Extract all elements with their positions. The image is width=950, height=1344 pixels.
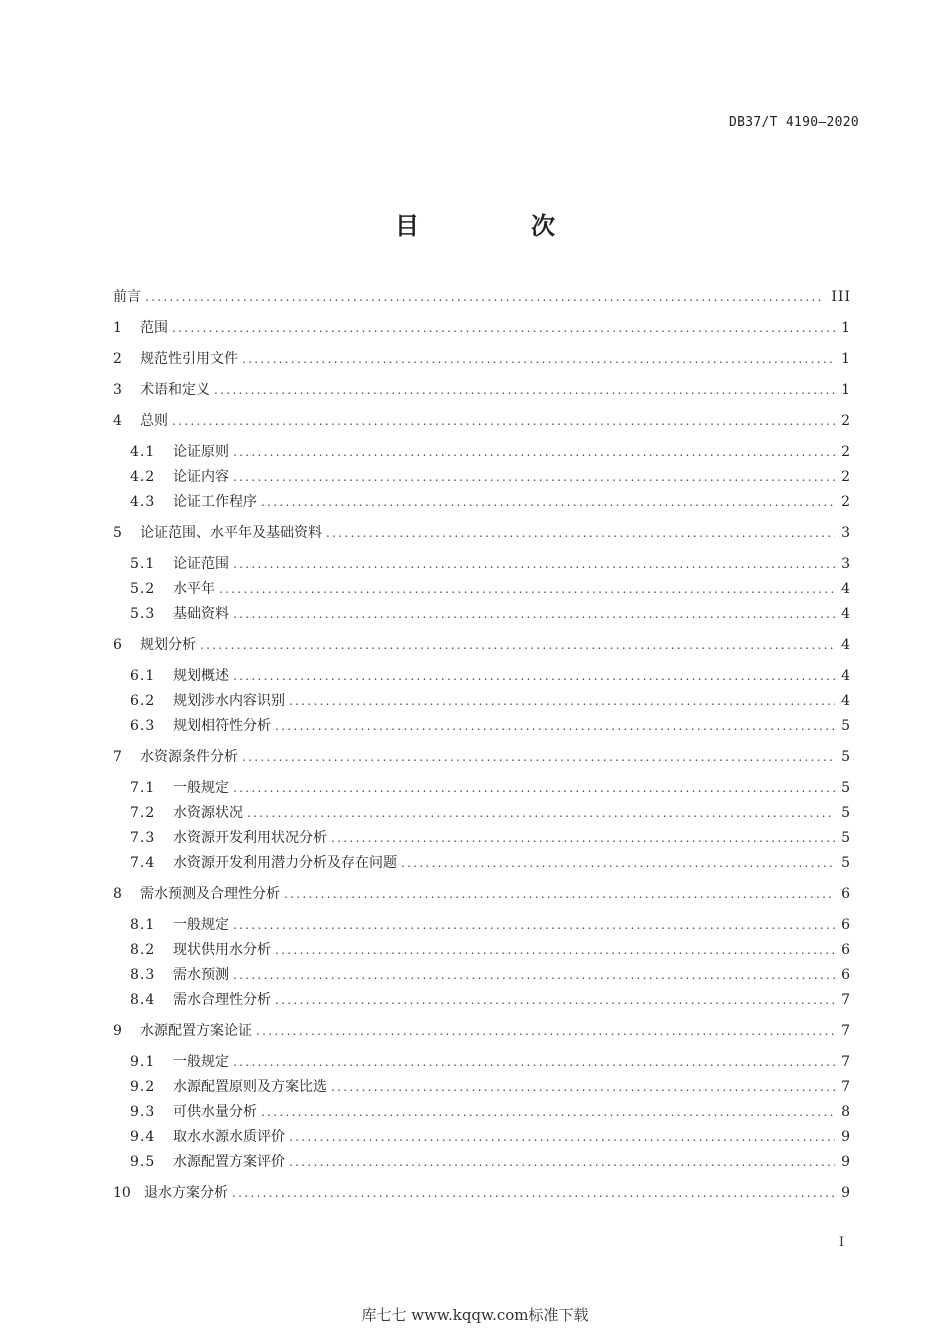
toc-subentry[interactable] [130,827,851,849]
toc-entry-page: 7 [841,1054,851,1070]
toc-dot-leader [275,989,835,1011]
toc-entry-page: 1 [841,382,851,398]
toc-entry-label: 需水合理性分析 [173,992,271,1008]
toc-entry-number: 7.1 [130,780,156,796]
toc-dot-leader [200,634,835,656]
toc-entry-label: 现状供用水分析 [173,942,271,958]
toc-dot-leader [233,777,835,799]
toc-subentry[interactable] [130,1101,851,1123]
toc-entry-page: 9 [841,1185,851,1201]
toc-entry[interactable] [113,1182,851,1204]
toc-entry-page: 3 [841,556,851,572]
toc-entry-page: 7 [841,1023,851,1039]
toc-entry-label: 规划相符性分析 [173,718,271,734]
toc-entry-label: 水源配置原则及方案比选 [173,1079,327,1095]
toc-entry-page: 4 [841,606,851,622]
toc-entry-page: 1 [841,320,851,336]
toc-entry-page: 1 [841,351,851,367]
toc-subentry[interactable] [130,964,851,986]
toc-entry-number: 9.3 [130,1104,156,1120]
toc-entry-page: 5 [841,805,851,821]
toc-entry-label: 需水预测 [173,967,229,983]
toc-entry-page: 2 [841,494,851,510]
toc-entry-page: 9 [841,1154,851,1170]
toc-entry-number: 5.2 [130,581,156,597]
toc-entry-page: 5 [841,830,851,846]
toc-entry-number: 9 [113,1023,122,1039]
toc-dot-leader [233,964,835,986]
toc-entry-number: 8.1 [130,917,156,933]
toc-dot-leader [256,1020,835,1042]
toc-entry-number: 8.2 [130,942,156,958]
toc-entry[interactable] [113,1020,851,1042]
toc-entry-page: 4 [841,581,851,597]
toc-entry-label: 规划涉水内容识别 [173,693,285,709]
toc-subentry[interactable] [130,491,851,513]
toc-entry-number: 7.4 [130,855,156,871]
toc-entry-number: 4 [113,413,122,429]
toc-entry-label: 取水水源水质评价 [173,1129,285,1145]
toc-entry-number: 6.3 [130,718,156,734]
toc-subentry[interactable] [130,802,851,824]
toc-entry-label: 水资源开发利用状况分析 [173,830,327,846]
toc-entry-number: 7.3 [130,830,156,846]
toc-dot-leader [172,317,835,339]
toc-entry-number: 4.3 [130,494,156,510]
toc-entry-page: 7 [841,1079,851,1095]
toc-subentry[interactable] [130,989,851,1011]
toc-subentry[interactable] [130,553,851,575]
toc-entry-label: 规范性引用文件 [140,351,238,367]
toc-entry-page: 4 [841,668,851,684]
toc-entry[interactable] [113,410,851,432]
page-title: 目 次 [395,212,599,240]
page-number: I [838,1235,844,1250]
toc-entry[interactable] [113,746,851,768]
toc-entry-label: 水资源条件分析 [140,749,238,765]
toc-entry-number: 9.5 [130,1154,156,1170]
toc-entry-label: 论证原则 [173,444,229,460]
toc-dot-leader [233,553,835,575]
toc-subentry[interactable] [130,441,851,463]
toc-entry-page: 3 [841,525,851,541]
toc-entry-number: 6.1 [130,668,156,684]
toc-entry-label: 水平年 [173,581,215,597]
watermark-text: 库七七 www.kqqw.com标准下载 [361,1306,589,1324]
toc-dot-leader [284,883,835,905]
toc-entry-number: 6.2 [130,693,156,709]
toc-entry-number: 9.2 [130,1079,156,1095]
toc-entry-page: 9 [841,1129,851,1145]
toc-dot-leader [145,286,825,308]
toc-entry-page: III [831,289,851,305]
toc-entry-label: 规划概述 [173,668,229,684]
toc-entry-label: 退水方案分析 [144,1185,228,1201]
toc-subentry[interactable] [130,914,851,936]
toc-dot-leader [289,1126,835,1148]
toc-dot-leader [232,1182,835,1204]
toc-subentry[interactable] [130,1076,851,1098]
toc-dot-leader [233,1051,835,1073]
toc-entry-label: 论证范围 [173,556,229,572]
toc-entry-page: 6 [841,967,851,983]
toc-subentry[interactable] [130,578,851,600]
toc-dot-leader [261,1101,835,1123]
toc-dot-leader [261,491,835,513]
toc-subentry[interactable] [130,715,851,737]
toc-entry-number: 9.1 [130,1054,156,1070]
toc-entry-number: 7.2 [130,805,156,821]
toc-dot-leader [331,827,835,849]
toc-subentry[interactable] [130,665,851,687]
toc-entry-number: 5 [113,525,122,541]
toc-entry-label: 术语和定义 [140,382,210,398]
toc-entry-page: 6 [841,886,851,902]
toc-dot-leader [214,379,835,401]
toc-entry-number: 4.2 [130,469,156,485]
toc-entry-label: 水源配置方案评价 [173,1154,285,1170]
toc-entry-number: 7 [113,749,122,765]
toc-entry-label: 需水预测及合理性分析 [140,886,280,902]
toc-entry[interactable] [113,286,851,308]
toc-entry-label: 可供水量分析 [173,1104,257,1120]
toc-entry-number: 8 [113,886,122,902]
toc-subentry[interactable] [130,690,851,712]
toc-entry-label: 一般规定 [173,917,229,933]
toc-entry-number: 3 [113,382,122,398]
toc-entry-number: 5.3 [130,606,156,622]
toc-entry-number: 5.1 [130,556,156,572]
toc-dot-leader [326,522,835,544]
toc-entry-page: 2 [841,413,851,429]
toc-entry-label: 一般规定 [173,1054,229,1070]
toc-entry-page: 8 [841,1104,851,1120]
toc-dot-leader [242,746,835,768]
toc-entry-page: 6 [841,942,851,958]
toc-entry[interactable] [113,883,851,905]
toc-dot-leader [233,441,835,463]
toc-entry-label: 总则 [140,413,168,429]
toc-subentry[interactable] [130,939,851,961]
toc-entry-number: 2 [113,351,122,367]
toc-dot-leader [233,466,835,488]
toc-dot-leader [331,1076,835,1098]
toc-entry-label: 水资源状况 [173,805,243,821]
toc-entry-label: 规划分析 [140,637,196,653]
document-code: DB37/T 4190—2020 [728,115,859,130]
toc-dot-leader [247,802,835,824]
toc-dot-leader [233,603,835,625]
toc-entry-page: 4 [841,693,851,709]
toc-dot-leader [172,410,835,432]
toc-entry-label: 水源配置方案论证 [140,1023,252,1039]
toc-entry-page: 2 [841,444,851,460]
toc-dot-leader [275,715,835,737]
toc-dot-leader [289,690,835,712]
toc-entry-page: 5 [841,855,851,871]
toc-entry-number: 6 [113,637,122,653]
toc-entry-number: 10 [113,1185,131,1201]
toc-dot-leader [233,914,835,936]
toc-entry-page: 7 [841,992,851,1008]
toc-entry-number: 1 [113,320,122,336]
toc-dot-leader [401,852,835,874]
toc-entry-number: 8.3 [130,967,156,983]
toc-dot-leader [242,348,835,370]
toc-entry-page: 5 [841,780,851,796]
toc-entry[interactable] [113,379,851,401]
toc-dot-leader [289,1151,835,1173]
toc-entry-page: 2 [841,469,851,485]
toc-dot-leader [219,578,835,600]
toc-subentry[interactable] [130,852,851,874]
toc-subentry[interactable] [130,603,851,625]
toc-dot-leader [233,665,835,687]
toc-entry-label: 论证内容 [173,469,229,485]
toc-entry-page: 5 [841,718,851,734]
toc-entry-label: 论证范围、水平年及基础资料 [140,525,322,541]
toc-dot-leader [275,939,835,961]
toc-entry-label: 前言 [113,289,141,305]
toc-entry-label: 基础资料 [173,606,229,622]
toc-entry-page: 6 [841,917,851,933]
toc-subentry[interactable] [130,777,851,799]
toc-entry[interactable] [113,348,851,370]
toc-entry[interactable] [113,522,851,544]
toc-entry-label: 论证工作程序 [173,494,257,510]
toc-entry-label: 水资源开发利用潜力分析及存在问题 [173,855,397,871]
toc-subentry[interactable] [130,466,851,488]
toc-entry-label: 一般规定 [173,780,229,796]
toc-entry-page: 5 [841,749,851,765]
toc-subentry[interactable] [130,1051,851,1073]
toc-subentry[interactable] [130,1126,851,1148]
toc-entry-number: 4.1 [130,444,156,460]
toc-entry-label: 范围 [140,320,168,336]
toc-entry-number: 9.4 [130,1129,156,1145]
toc-entry[interactable] [113,634,851,656]
toc-subentry[interactable] [130,1151,851,1173]
toc-entry[interactable] [113,317,851,339]
toc-entry-page: 4 [841,637,851,653]
toc-entry-number: 8.4 [130,992,156,1008]
